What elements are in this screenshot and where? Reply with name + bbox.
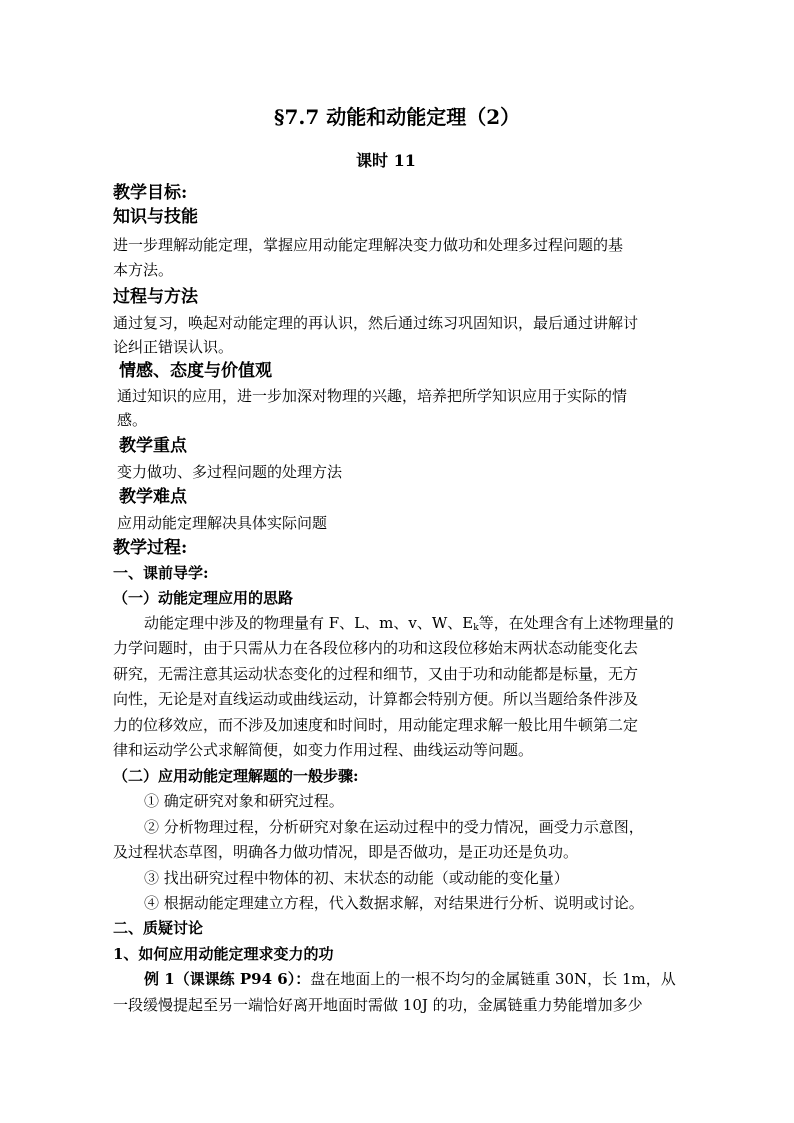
process-text-line-1: 通过复习，唤起对动能定理的再认识，然后通过练习巩固知识，最后通过讲解讨: [113, 314, 639, 332]
sub1-text-a: 动能定理中涉及的物理量有 F、L、m、v、W、E: [144, 614, 474, 632]
focus-text: 变力做功、多过程问题的处理方法: [117, 463, 343, 481]
example-1-text-a: 盘在地面上的一根不均匀的金属链重 30N，长 1m，从: [310, 970, 676, 988]
example-1-label: 例 1（课课练 P94 6）：: [144, 970, 311, 988]
sub1-paragraph-line-1: [144, 613, 674, 638]
sub1-paragraph-line-5: 力的位移效应，而不涉及加速度和时间时，用动能定理求解一般比用牛顿第二定: [113, 716, 639, 734]
step-2-line-1: ② 分析物理过程，分析研究对象在运动过程中的受力情况，画受力示意图，: [144, 818, 644, 836]
example-1-line-2: 一段缓慢提起至另一端恰好离开地面时需做 10J 的功，金属链重力势能增加多少: [113, 996, 643, 1014]
difficulty-heading: 教学难点: [119, 487, 187, 507]
sub1-paragraph-line-4: 向性，无论是对直线运动或曲线运动，计算都会特别方便。所以当题给条件涉及: [113, 690, 639, 708]
attitude-text-line-2: 感。: [117, 411, 148, 429]
sub1-heading: （一）动能定理应用的思路: [113, 589, 294, 607]
sub1-paragraph-line-2: 力学问题时，由于只需从力在各段位移内的功和这段位移始末两状态动能变化去: [113, 639, 639, 657]
sub1-paragraph-line-6: 律和运动学公式求解简便，如变力作用过程、曲线运动等问题。: [113, 741, 534, 759]
difficulty-text: 应用动能定理解决具体实际问题: [117, 514, 328, 532]
sub1-paragraph-line-3: 研究，无需注意其运动状态变化的过程和细节，又由于功和动能都是标量，无方: [113, 665, 639, 683]
focus-heading: 教学重点: [119, 436, 187, 456]
knowledge-heading: 知识与技能: [113, 207, 198, 227]
objectives-heading: 教学目标:: [113, 183, 188, 203]
lesson-number: 课时 11: [356, 151, 416, 170]
attitude-text-line-1: 通过知识的应用，进一步加深对物理的兴趣，培养把所学知识应用于实际的情: [117, 387, 628, 405]
knowledge-text-line-1: 进一步理解动能定理，掌握应用动能定理解决变力做功和处理多过程问题的基: [113, 236, 624, 254]
question-1-heading: 1、如何应用动能定理求变力的功: [113, 945, 334, 963]
example-1-line-1: [144, 969, 676, 989]
document-title: §7.7 动能和动能定理（2）: [274, 105, 521, 129]
sub1-text-b: 等，在处理含有上述物理量的: [478, 614, 674, 632]
process-text-line-2: 论纠正错误认识。: [113, 338, 234, 356]
process-heading: 过程与方法: [113, 287, 198, 307]
teaching-process-heading: 教学过程:: [113, 538, 188, 558]
sub2-heading: （二）应用动能定理解题的一般步骤:: [113, 767, 359, 785]
sub1-subscript: k: [473, 623, 479, 633]
part1-heading: 一、课前导学:: [113, 564, 209, 582]
part2-heading: 二、质疑讨论: [113, 919, 204, 937]
step-3: ③ 找出研究过程中物体的初、末状态的动能（或动能的变化量）: [144, 869, 569, 887]
step-2-line-2: 及过程状态草图，明确各力做功情况，即是否做功，是正功还是负功。: [113, 843, 579, 861]
knowledge-text-line-2: 本方法。: [113, 261, 174, 279]
step-1: ① 确定研究对象和研究过程。: [144, 792, 344, 810]
step-4: ④ 根据动能定理建立方程，代入数据求解，对结果进行分析、说明或讨论。: [144, 894, 644, 912]
attitude-heading: 情感、态度与价值观: [119, 361, 272, 381]
